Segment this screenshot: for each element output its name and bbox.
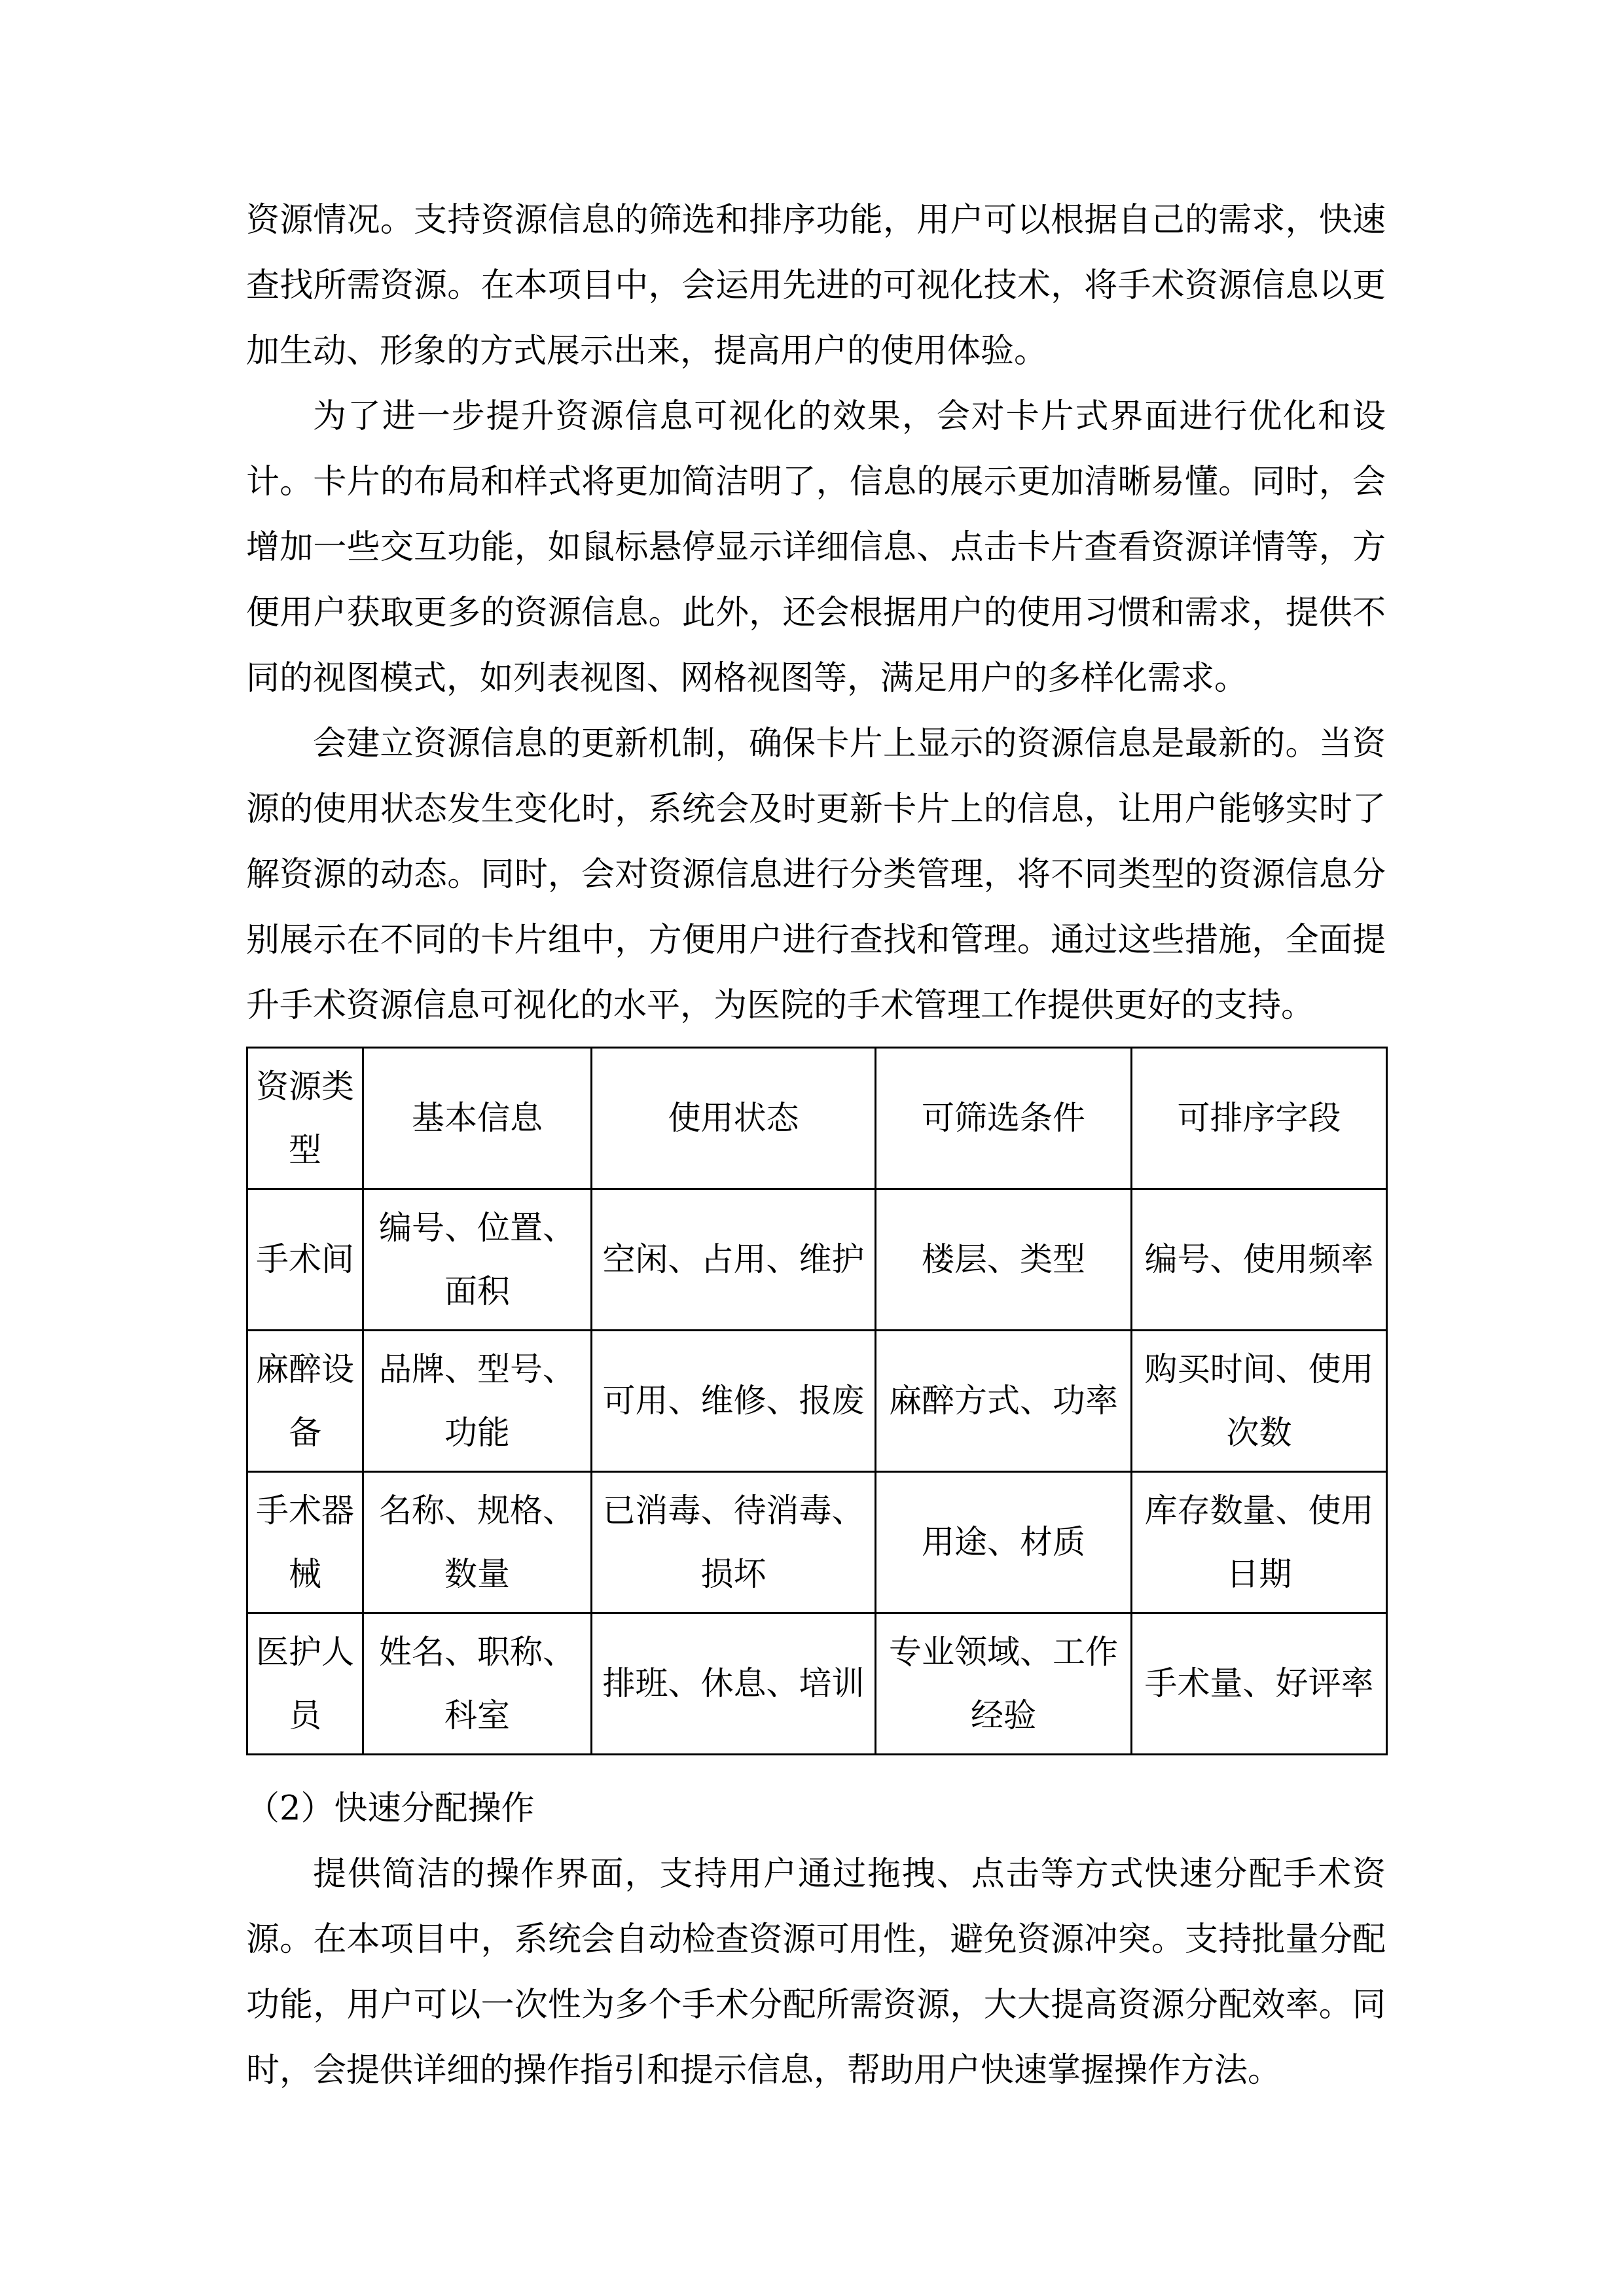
resource-table [246, 1047, 1388, 1755]
text-line: 加生动、形象的方式展示出来，提高用户的使用体验。 [246, 332, 1048, 370]
table-row [247, 1613, 1387, 1755]
table-cell: 空闲、占用、维护 [592, 1189, 876, 1331]
table-cell: 医护人员 [247, 1613, 363, 1755]
table-cell: 购买时间、使用次数 [1132, 1331, 1387, 1472]
table-cell: 专业领域、工作经验 [876, 1613, 1132, 1755]
table-cell: 麻醉方式、功率 [876, 1331, 1132, 1472]
paragraph-1 [246, 188, 1386, 384]
body-text-top [246, 188, 1386, 1039]
table-cell: 编号、使用频率 [1132, 1189, 1387, 1331]
paragraph-2 [246, 384, 1386, 711]
table-cell: 名称、规格、数量 [363, 1472, 592, 1613]
text-line: 查找所需资源。在本项目中，会运用先进的可视化技术，将手术资源信息以更 [246, 266, 1386, 305]
table-cell: 品牌、型号、功能 [363, 1331, 592, 1472]
text-line: 功能，用户可以一次性为多个手术分配所需资源，大大提高资源分配效率。同 [246, 1986, 1386, 2024]
table-row [247, 1331, 1387, 1472]
table-cell: 麻醉设备 [247, 1331, 363, 1472]
text-line: 源。在本项目中，系统会自动检查资源可用性，避免资源冲突。支持批量分配 [246, 1920, 1386, 1959]
text-line: 便用户获取更多的资源信息。此外，还会根据用户的使用习惯和需求，提供不 [246, 594, 1386, 632]
header-cell: 可排序字段 [1132, 1048, 1387, 1189]
table-cell: 可用、维修、报废 [592, 1331, 876, 1472]
table-cell: 用途、材质 [876, 1472, 1132, 1613]
table-cell: 已消毒、待消毒、损坏 [592, 1472, 876, 1613]
table-row [247, 1472, 1387, 1613]
table-cell: 库存数量、使用日期 [1132, 1472, 1387, 1613]
header-cell: 可筛选条件 [876, 1048, 1132, 1189]
text-line: 升手术资源信息可视化的水平，为医院的手术管理工作提供更好的支持。 [246, 986, 1315, 1025]
table-header-row [247, 1048, 1387, 1189]
text-line: 源的使用状态发生变化时，系统会及时更新卡片上的信息，让用户能够实时了 [246, 790, 1386, 829]
text-line: 解资源的动态。同时，会对资源信息进行分类管理，将不同类型的资源信息分 [246, 855, 1386, 894]
table-cell: 排班、休息、培训 [592, 1613, 876, 1755]
paragraph-3 [246, 711, 1386, 1039]
header-cell: 使用状态 [592, 1048, 876, 1189]
table-row [247, 1189, 1387, 1331]
section-heading: （2）快速分配操作 [246, 1789, 535, 1828]
table-cell: 手术量、好评率 [1132, 1613, 1387, 1755]
paragraph-4 [246, 1842, 1386, 2104]
text-line: 增加一些交互功能，如鼠标悬停显示详细信息、点击卡片查看资源详情等，方 [246, 528, 1386, 567]
header-cell: 资源类型 [247, 1048, 363, 1189]
text-line: 资源情况。支持资源信息的筛选和排序功能，用户可以根据自己的需求，快速 [246, 201, 1386, 240]
table-cell: 编号、位置、面积 [363, 1189, 592, 1331]
table-cell: 楼层、类型 [876, 1189, 1132, 1331]
text-line: 为了进一步提升资源信息可视化的效果，会对卡片式界面进行优化和设 [313, 397, 1386, 436]
text-line: 时，会提供详细的操作指引和提示信息，帮助用户快速掌握操作方法。 [246, 2051, 1282, 2090]
table-cell: 姓名、职称、科室 [363, 1613, 592, 1755]
header-cell: 基本信息 [363, 1048, 592, 1189]
table-cell: 手术间 [247, 1189, 363, 1331]
table-cell: 手术器械 [247, 1472, 363, 1613]
text-line: 同的视图模式，如列表视图、网格视图等，满足用户的多样化需求。 [246, 659, 1248, 698]
text-line: 提供简洁的操作界面，支持用户通过拖拽、点击等方式快速分配手术资 [313, 1855, 1386, 1893]
text-line: 会建立资源信息的更新机制，确保卡片上显示的资源信息是最新的。当资 [313, 725, 1386, 763]
text-line: 别展示在不同的卡片组中，方便用户进行查找和管理。通过这些措施，全面提 [246, 921, 1386, 960]
body-text-bottom [246, 1776, 1386, 2104]
text-line: 计。卡片的布局和样式将更加简洁明了，信息的展示更加清晰易懂。同时，会 [246, 463, 1386, 501]
